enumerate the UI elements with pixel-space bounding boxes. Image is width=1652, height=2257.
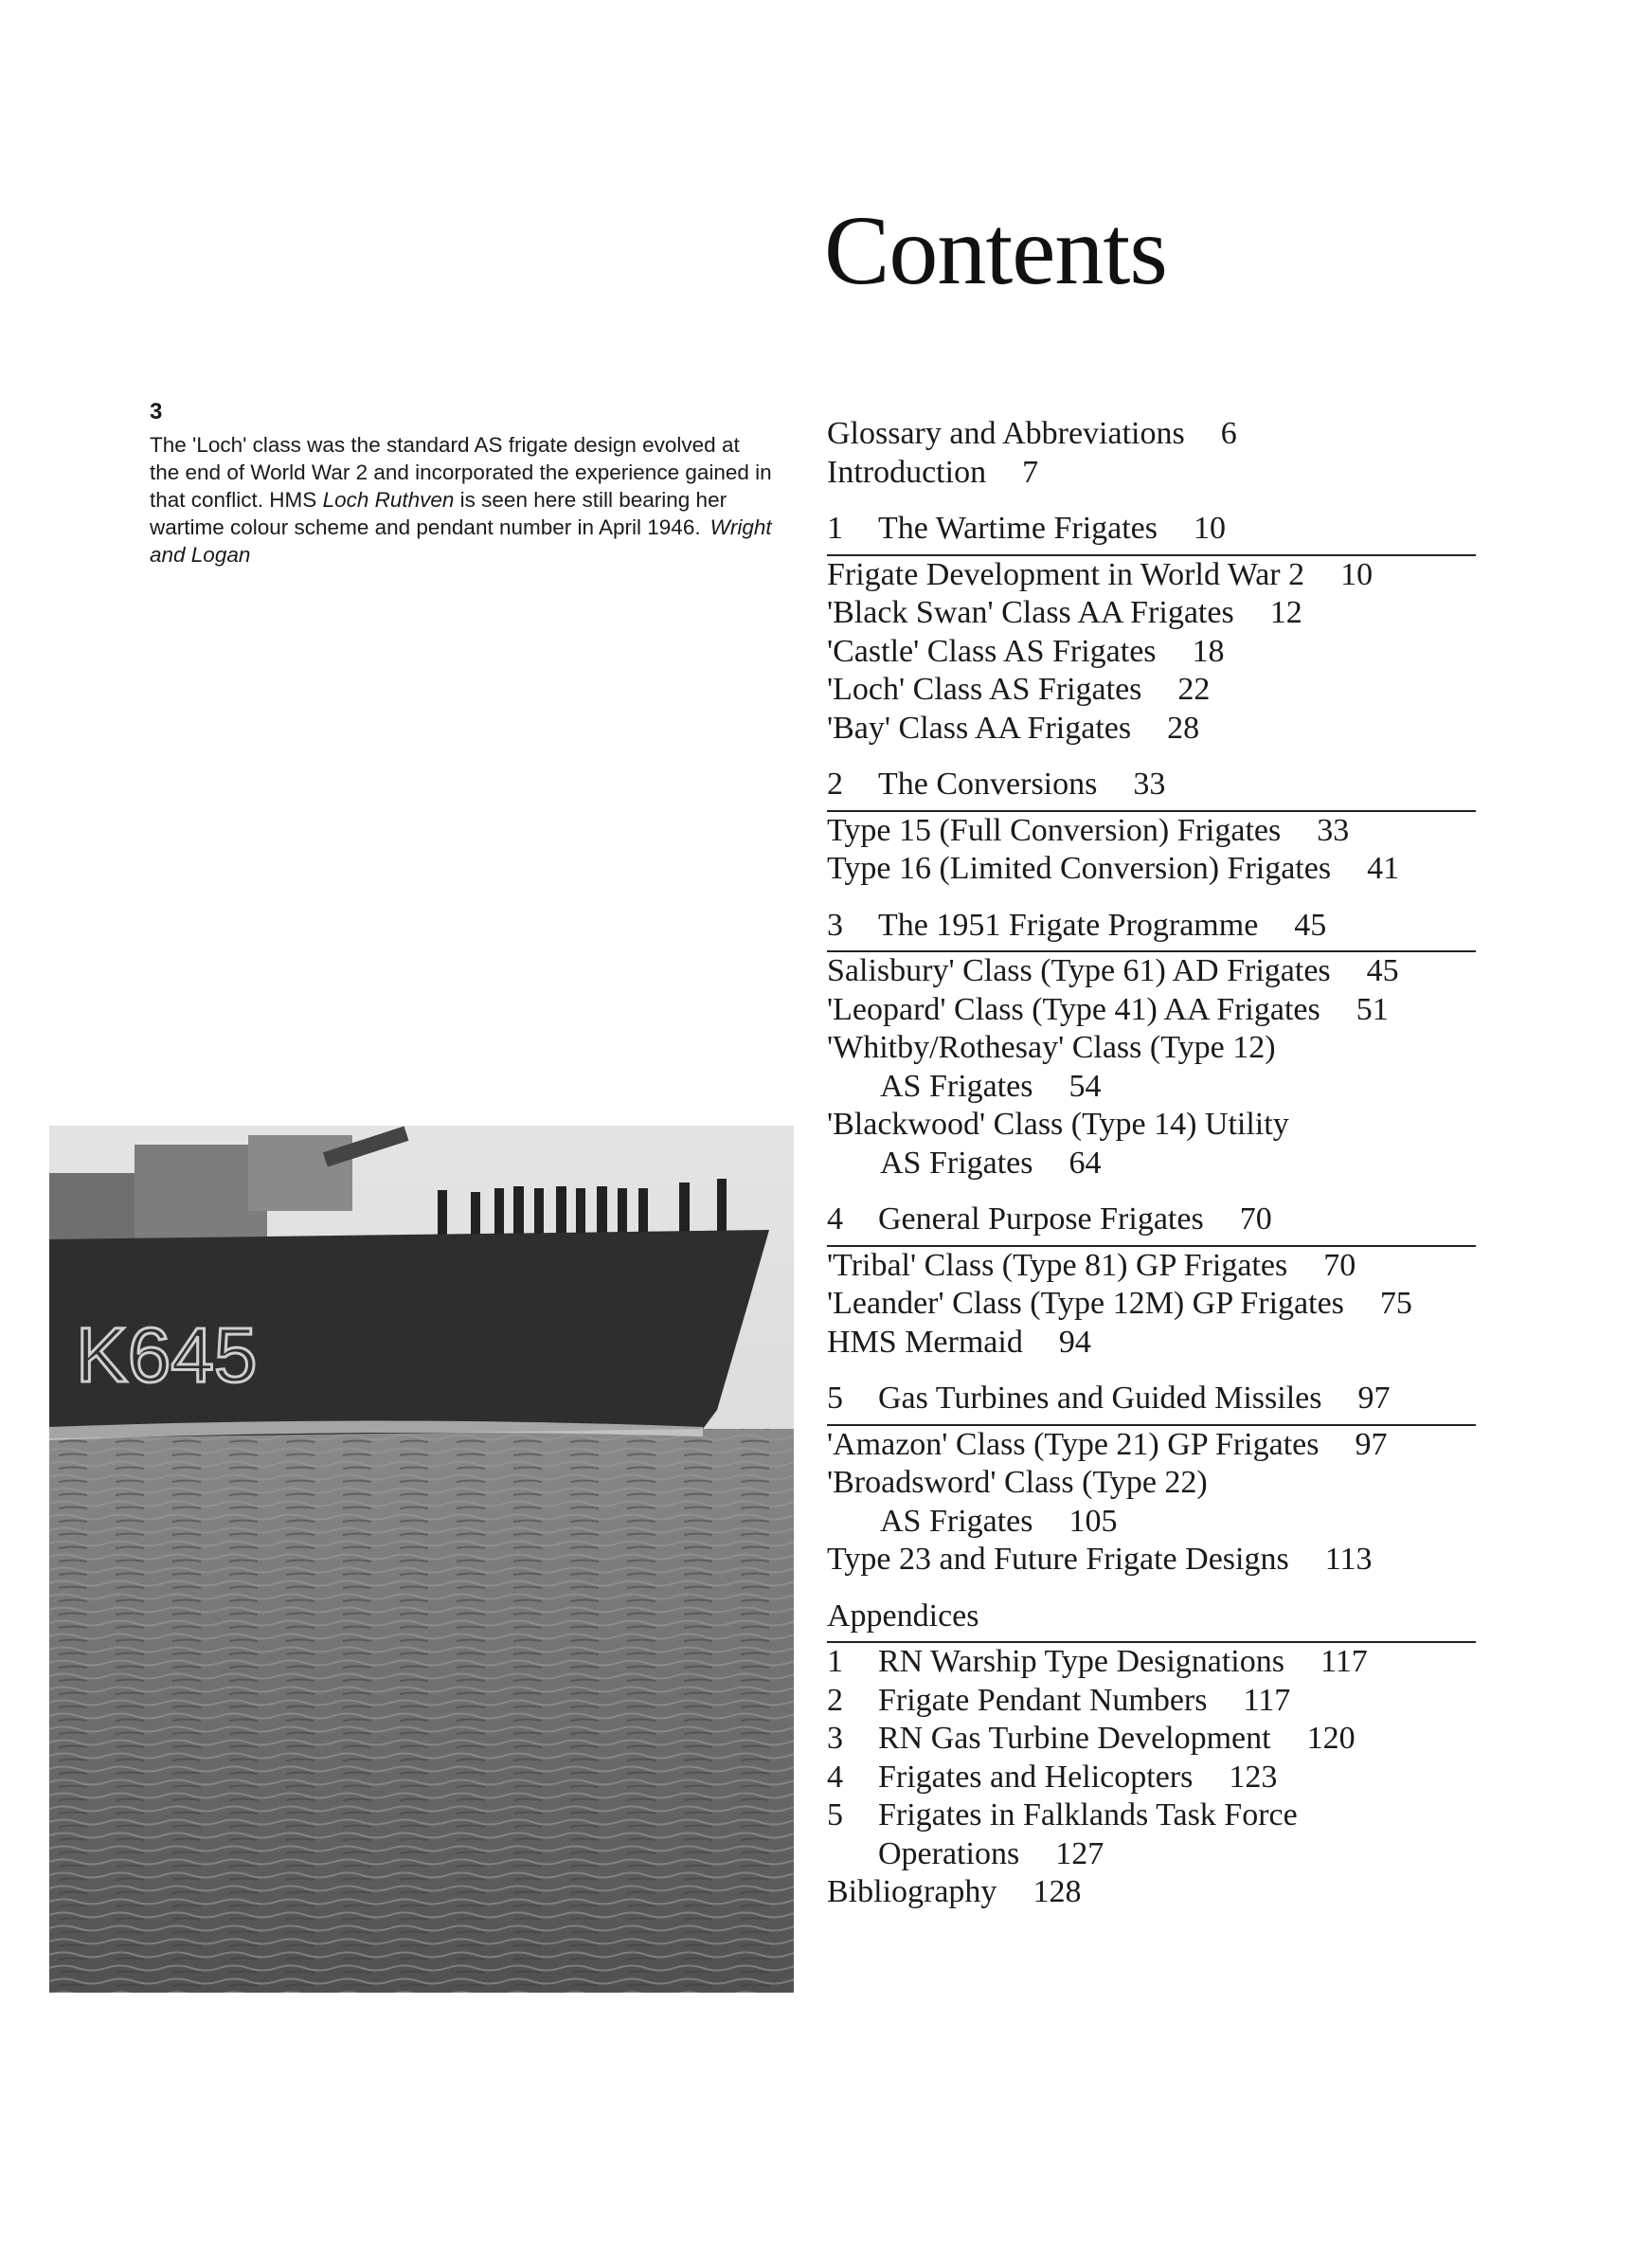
toc-chapter[interactable]: 5 Gas Turbines and Guided Missiles 97 [827,1380,1476,1426]
toc-section[interactable]: 'Tribal' Class (Type 81) GP Frigates 70 [827,1247,1356,1283]
toc-chapter[interactable]: 1 The Wartime Frigates 10 [827,510,1476,556]
figure-caption [150,398,775,569]
toc-appendix[interactable]: 5 Frigates in Falklands Task Force [827,1797,1298,1833]
toc-section-cont[interactable]: AS Frigates 54 [880,1068,1102,1104]
figure-number: 3 [150,399,163,424]
hull-pendant-number: K645 [76,1312,258,1399]
caption-ship-name: Loch Ruthven [322,488,455,512]
toc-appendix[interactable]: 1 RN Warship Type Designations 117 [827,1644,1368,1679]
caption-text: The 'Loch' class was the standard AS frigate design evolved at the end of World War 2 and incorporated the experience gained in that conflict. HMS [150,433,772,512]
toc-section[interactable]: 'Castle' Class AS Frigates 18 [827,633,1225,669]
ship-photo [49,1126,794,1993]
toc-appendix-cont[interactable]: Operations 127 [878,1835,1104,1871]
toc-entry[interactable]: Glossary and Abbreviations 6 [827,416,1237,451]
toc-section[interactable]: Frigate Development in World War 2 10 [827,556,1374,592]
toc-chapter[interactable]: 4 General Purpose Frigates 70 [827,1201,1476,1247]
toc-section[interactable]: 'Loch' Class AS Frigates 22 [827,672,1211,707]
toc-section[interactable]: 'Bay' Class AA Frigates 28 [827,710,1200,746]
toc-section[interactable]: 'Blackwood' Class (Type 14) Utility [827,1107,1289,1142]
photo-credit: Wright and Logan [150,515,772,567]
toc-section[interactable]: 'Whitby/Rothesay' Class (Type 12) [827,1030,1276,1065]
toc-section[interactable]: 'Leopard' Class (Type 41) AA Frigates 51 [827,991,1389,1027]
toc-section[interactable]: 'Broadsword' Class (Type 22) [827,1465,1208,1500]
toc-section-cont[interactable]: AS Frigates 64 [880,1145,1102,1181]
toc-chapter[interactable]: 2 The Conversions 33 [827,766,1476,812]
page-title: Contents [824,196,1167,305]
toc-section[interactable]: Salisbury' Class (Type 61) AD Frigates 45 [827,953,1399,988]
toc-appendices-heading[interactable]: Appendices [827,1598,1476,1644]
toc-section[interactable]: Type 23 and Future Frigate Designs 113 [827,1542,1373,1577]
toc-section[interactable]: Type 16 (Limited Conversion) Frigates 41 [827,851,1400,886]
toc-entry[interactable]: Introduction 7 [827,454,1039,490]
toc-section[interactable]: 'Leander' Class (Type 12M) GP Frigates 75 [827,1286,1412,1321]
toc-section[interactable]: 'Amazon' Class (Type 21) GP Frigates 97 [827,1426,1388,1462]
caption-text-end: is seen here still bearing her wartime colour scheme and pendant number in April 1946. [150,488,727,539]
toc-section[interactable]: HMS Mermaid 94 [827,1324,1091,1360]
toc-appendix[interactable]: 2 Frigate Pendant Numbers 117 [827,1682,1291,1718]
toc-section[interactable]: Type 15 (Full Conversion) Frigates 33 [827,812,1350,848]
toc-appendix[interactable]: 4 Frigates and Helicopters 123 [827,1759,1278,1795]
toc-entry[interactable]: Bibliography 128 [827,1874,1082,1909]
toc-chapter[interactable]: 3 The 1951 Frigate Programme 45 [827,907,1476,953]
toc-section[interactable]: 'Black Swan' Class AA Frigates 12 [827,595,1302,630]
table-of-contents [827,415,1476,1912]
toc-appendix[interactable]: 3 RN Gas Turbine Development 120 [827,1721,1356,1756]
toc-section-cont[interactable]: AS Frigates 105 [880,1503,1118,1539]
